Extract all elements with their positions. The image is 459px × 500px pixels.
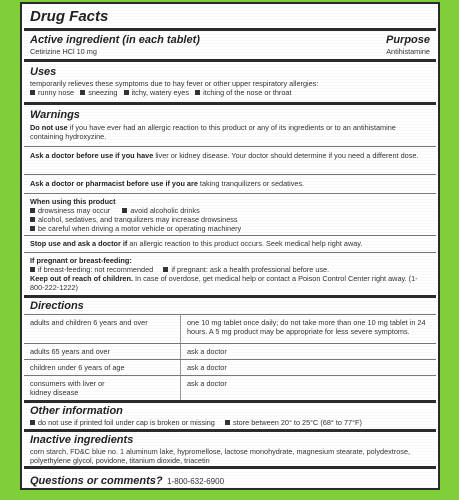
bullet-icon [30, 217, 35, 222]
directions-what: ask a doctor [187, 363, 227, 372]
ask-pharmacist-text: taking tranquilizers or sedatives. [199, 179, 305, 188]
purpose-value: Antihistamine [386, 47, 430, 56]
directions-who: adults 65 years and over [30, 347, 110, 356]
bullet-icon [30, 226, 35, 231]
list-item: alcohol, sedatives, and tranquilizers may increase drowsiness [38, 215, 238, 224]
phone-number: 1-800-632-6900 [167, 477, 225, 486]
uses-heading: Uses [30, 66, 57, 78]
bullet-icon [30, 420, 35, 425]
uses-text: temporarily relieves these symptoms due to hay fever or other upper respiratory allergies: [30, 79, 319, 88]
questions [30, 471, 430, 489]
list-item: if breast-feeding: not recommended [38, 265, 154, 274]
list-item: avoid alcoholic drinks [130, 206, 200, 215]
divider [24, 314, 436, 315]
inactive-heading: Inactive ingredients [30, 434, 134, 446]
bullet-icon [122, 208, 127, 213]
bullet-icon [225, 420, 230, 425]
other-heading: Other information [30, 405, 123, 417]
bullet-icon [30, 267, 35, 272]
ask-doctor-text: liver or kidney disease. Your doctor should determine if you need a different dose. [155, 151, 419, 160]
divider [24, 235, 436, 236]
list-item: be careful when driving a motor vehicle or operating machinery [38, 224, 242, 233]
divider [24, 146, 436, 147]
stop-use [30, 239, 430, 248]
bullet-icon [195, 90, 200, 95]
questions-heading: Questions or comments? [30, 475, 163, 487]
pregnant-row [30, 265, 430, 274]
keep-out-text: In case of overdose, get medical help or contact a Poison Control Center right away. (1-800-222-1222) [30, 274, 418, 292]
list-item: itching of the nose or throat [203, 88, 292, 97]
directions-who: consumers with liver or kidney disease [30, 379, 105, 397]
divider [24, 295, 436, 298]
directions-what: one 10 mg tablet once daily; do not take more than one 10 mg tablet in 24 hours. A 5 mg product may be appropriate for less severe symptoms. [187, 318, 426, 336]
bullet-icon [30, 90, 35, 95]
list-item: runny nose [38, 88, 75, 97]
when-using-row [30, 224, 430, 233]
when-using-row [30, 215, 430, 224]
divider [24, 375, 436, 376]
purpose-heading: Purpose [385, 34, 430, 46]
divider [24, 193, 436, 194]
directions-what: ask a doctor [187, 379, 227, 388]
when-using-row [30, 206, 430, 215]
drug-facts-panel [20, 2, 440, 490]
bullet-icon [80, 90, 85, 95]
active-ingredient: Cetirizine HCl 10 mg [30, 47, 97, 56]
divider [24, 59, 436, 62]
pregnant-label: If pregnant or breast-feeding: [30, 256, 132, 265]
ask-doctor [30, 151, 430, 160]
do-not-use-label: Do not use [30, 123, 68, 132]
keep-out [30, 274, 430, 292]
divider [24, 28, 436, 31]
do-not-use-text: if you have ever had an allergic reaction to this product or any of its ingredients or to an antihistamine containing hydroxyzine. [30, 123, 396, 141]
list-item: sneezing [88, 88, 118, 97]
panel-title: Drug Facts [30, 8, 109, 25]
stop-use-text: an allergic reaction to this product occurs. Seek medical help right away. [129, 239, 363, 248]
ask-pharmacist [30, 179, 430, 188]
list-item: if pregnant: ask a health professional before use. [171, 265, 330, 274]
directions-heading: Directions [30, 300, 84, 312]
active-heading: Active ingredient (in each tablet) [30, 34, 200, 46]
ask-pharmacist-label: Ask a doctor or pharmacist before use if you are [30, 179, 198, 188]
directions-what: ask a doctor [187, 347, 227, 356]
other-items [30, 418, 430, 427]
list-item: store between 20° to 25°C (68° to 77°F) [232, 418, 362, 427]
uses-items [30, 88, 430, 97]
list-item: itchy, watery eyes [131, 88, 189, 97]
divider [24, 466, 436, 469]
warnings-heading: Warnings [30, 109, 80, 121]
divider [24, 400, 436, 403]
directions-who: adults and children 6 years and over [30, 318, 148, 327]
divider [24, 343, 436, 344]
ask-doctor-label: Ask a doctor before use if you have [30, 151, 154, 160]
divider [24, 359, 436, 360]
inactive-text: corn starch, FD&C blue no. 1 aluminum lake, hypromellose, lactose monohydrate, magnesium stearate, polydextrose, polyethylene glycol, povidone, titanium dioxide, triacetin [30, 447, 411, 465]
bullet-icon [163, 267, 168, 272]
bullet-icon [124, 90, 129, 95]
divider [24, 174, 436, 175]
divider [24, 252, 436, 253]
stop-use-label: Stop use and ask a doctor if [30, 239, 128, 248]
list-item: drowsiness may occur [38, 206, 111, 215]
bullet-icon [30, 208, 35, 213]
table-divider [180, 314, 181, 400]
do-not-use [30, 123, 430, 141]
divider [24, 102, 436, 105]
list-item: do not use if printed foil under cap is broken or missing [38, 418, 215, 427]
when-using-label: When using this product [30, 197, 116, 206]
divider [24, 429, 436, 432]
directions-who: children under 6 years of age [30, 363, 125, 372]
keep-out-label: Keep out of reach of children. [30, 274, 133, 283]
